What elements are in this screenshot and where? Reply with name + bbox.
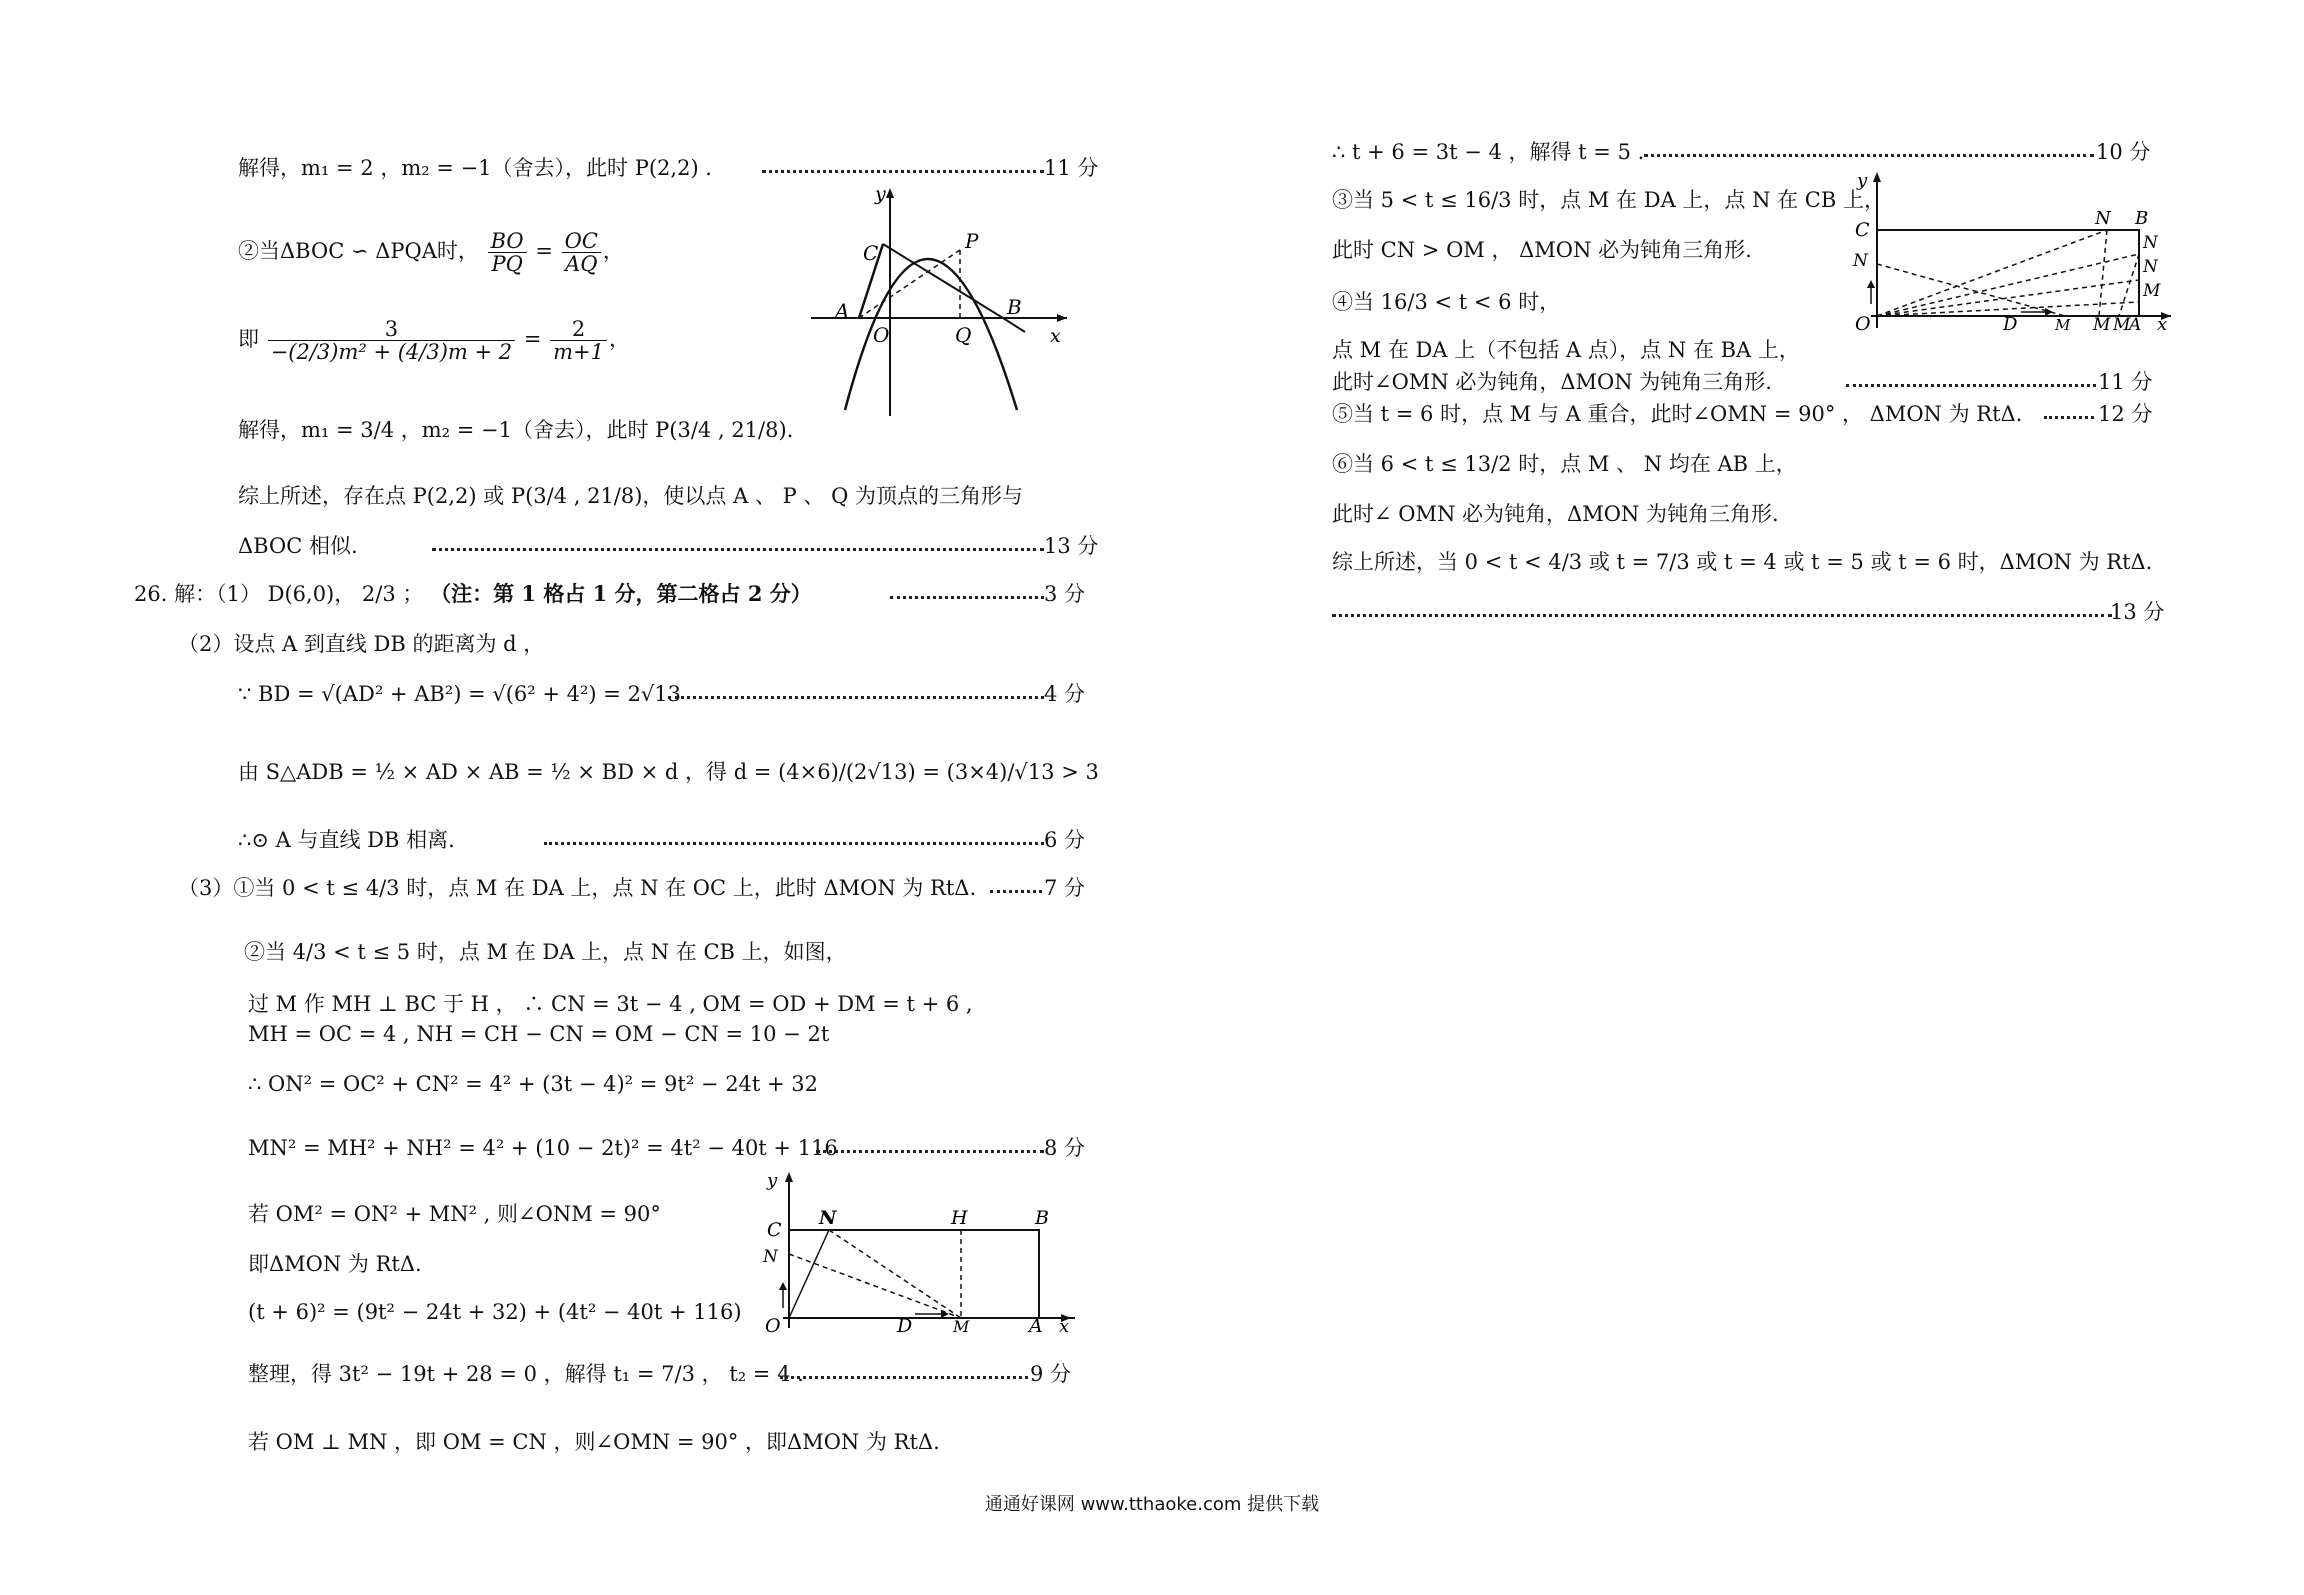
rectangle-figure-case2 bbox=[745, 1168, 1075, 1334]
score-11-right: 11 分 bbox=[2098, 370, 2153, 394]
line-case4: ④当 16/3 < t < 6 时， bbox=[1332, 290, 1561, 314]
line-part2-distance: （2）设点 A 到直线 DB 的距离为 d ， bbox=[178, 632, 545, 656]
fig1-o-label: O bbox=[873, 323, 890, 347]
line-bd-length: ∵ BD = √(AD² + AB²) = √(6² + 4²) = 2√13 bbox=[238, 682, 682, 706]
fig3-c-label: C bbox=[1855, 219, 1870, 241]
footer-credit: 通通好课网 www.tthaoke.com 提供下载 bbox=[984, 1494, 1320, 1515]
fig2-x-label: x bbox=[1059, 1316, 1070, 1334]
score-dots bbox=[544, 842, 1044, 845]
fig2-y-label: y bbox=[767, 1170, 778, 1191]
fig2-a-label: A bbox=[1029, 1315, 1043, 1334]
line-mh-nh: MH = OC = 4 , NH = CH − CN = OM − CN = 10 − 2t bbox=[248, 1022, 830, 1046]
line-solve-t: 整理，得 3t² − 19t + 28 = 0 ，解得 t₁ = 7/3 ， t₂ = 4 . bbox=[248, 1362, 804, 1386]
fig3-m-c-label: M bbox=[2113, 315, 2131, 335]
line-mn-squared: MN² = MH² + NH² = 4² + (10 − 2t)² = 4t² − 40t + 116 bbox=[248, 1136, 838, 1160]
line-case6: ⑥当 6 < t ≤ 13/2 时，点 M 、 N 均在 AB 上， bbox=[1332, 452, 1797, 476]
score-3: 3 分 bbox=[1044, 582, 1086, 606]
score-dots bbox=[432, 548, 1044, 551]
line-similar-boc-pqa: ②当ΔBOC ∽ ΔPQA时， $\frac{BO}{PQ}$ = $\frac{OC}{AQ}$ ， bbox=[238, 229, 624, 276]
fig2-d-label: D bbox=[897, 1315, 913, 1334]
score-dots bbox=[2044, 416, 2094, 419]
score-dots bbox=[780, 1376, 1028, 1379]
prefix-ji: 即 bbox=[238, 327, 259, 351]
fig1-x-label: x bbox=[1050, 325, 1061, 347]
fig1-p-label: P bbox=[965, 229, 979, 253]
fig3-n1-label: N bbox=[2143, 233, 2158, 253]
fig3-m-a-label: M bbox=[2055, 316, 2071, 334]
line-case5: ⑤当 t = 6 时，点 M 与 A 重合，此时∠OMN = 90° ， ΔMON 为 RtΔ. bbox=[1332, 402, 2023, 426]
score-7: 7 分 bbox=[1044, 876, 1086, 900]
line-on-squared: ∴ ON² = OC² + CN² = 4² + (3t − 4)² = 9t² − 24t + 32 bbox=[248, 1072, 819, 1096]
line-circle-separate: ∴⊙ A 与直线 DB 相离. bbox=[238, 828, 455, 852]
score-13: 13 分 bbox=[1044, 534, 1099, 558]
fig3-n-top-label: N bbox=[2095, 208, 2111, 229]
score-dots bbox=[990, 890, 1042, 893]
fig3-a-label: A bbox=[2129, 315, 2142, 335]
similar-condition: ②当ΔBOC ∽ ΔPQA时， bbox=[238, 239, 479, 263]
fig2-b-label: B bbox=[1035, 1207, 1049, 1229]
fig3-y-label: y bbox=[1857, 170, 1868, 191]
line-case4-location: 点 M 在 DA 上（不包括 A 点），点 N 在 BA 上， bbox=[1332, 338, 1800, 362]
line-case2: ②当 4/3 < t ≤ 5 时，点 M 在 DA 上，点 N 在 CB 上，如图， bbox=[244, 940, 847, 964]
score-dots bbox=[762, 170, 1044, 173]
line-equation-t: (t + 6)² = (9t² − 24t + 32) + (4t² − 40t + 116) bbox=[248, 1300, 742, 1324]
line-case3-obtuse: 此时 CN > OM ， ΔMON 必为钝角三角形. bbox=[1332, 238, 1752, 262]
fig3-n-side-label: N bbox=[1853, 251, 1868, 271]
line-final-conclusion: 综上所述，当 0 < t < 4/3 或 t = 7/3 或 t = 4 或 t = 5 或 t = 6 时，ΔMON 为 RtΔ. bbox=[1332, 550, 2153, 574]
line-case1: （3）①当 0 < t ≤ 4/3 时，点 M 在 DA 上，点 N 在 OC 上，此时 ΔMON 为 RtΔ. bbox=[178, 876, 977, 900]
fig3-n2-label: N bbox=[2143, 257, 2158, 277]
line-mon-right: 即ΔMON 为 RtΔ. bbox=[248, 1252, 422, 1276]
parabola-figure bbox=[805, 184, 1075, 420]
rectangle-figure-cases bbox=[1845, 168, 2175, 336]
score-4: 4 分 bbox=[1044, 682, 1086, 706]
score-dots bbox=[1846, 384, 2096, 387]
fig1-q-label: Q bbox=[955, 323, 972, 347]
line-area-distance: 由 S△ADB = ½ × AD × AB = ½ × BD × d ，得 d = (4×6)/(2√13) = (3×4)/√13 > 3 bbox=[238, 760, 1099, 784]
fig3-b-label: B bbox=[2135, 208, 2149, 229]
fig3-m-b-label: M bbox=[2093, 315, 2111, 335]
line-case6-obtuse: 此时∠ OMN 必为钝角，ΔMON 为钝角三角形. bbox=[1332, 502, 1779, 526]
line-om-squared: 若 OM² = ON² + MN² , 则∠ONM = 90° bbox=[248, 1202, 661, 1226]
line-solve-m-p34: 解得，m₁ = 3/4 ，m₂ = −1（舍去），此时 P(3/4 , 21/8). bbox=[238, 418, 794, 442]
line-solve-t5: ∴ t + 6 = 3t − 4 ，解得 t = 5 . bbox=[1332, 140, 1645, 164]
score-9: 9 分 bbox=[1030, 1362, 1072, 1386]
fig2-m-label: M bbox=[953, 1317, 970, 1334]
score-13-right: 13 分 bbox=[2110, 600, 2165, 624]
line-om-perp-mn: 若 OM ⊥ MN ，即 OM = CN ，则∠OMN = 90° ，即ΔMON 为 RtΔ. bbox=[248, 1430, 940, 1454]
fig3-o-label: O bbox=[1855, 313, 1871, 335]
score-11: 11 分 bbox=[1044, 156, 1099, 180]
line-case4-obtuse: 此时∠OMN 必为钝角，ΔMON 为钝角三角形. bbox=[1332, 370, 1772, 394]
q26-note: （注：第 1 格占 1 分，第二格占 2 分） bbox=[430, 581, 812, 606]
q26-header bbox=[134, 580, 812, 608]
score-dots bbox=[668, 696, 1044, 699]
fraction-3-over-quadratic: $\frac{3}{\text{−(2/3)m² + (4/3)m + 2}}$ bbox=[268, 318, 515, 363]
score-dots bbox=[816, 1150, 1044, 1153]
line-case3: ③当 5 < t ≤ 16/3 时，点 M 在 DA 上，点 N 在 CB 上， bbox=[1332, 188, 1885, 212]
fraction-2-over-m1: $\frac{2}{m+1}$ bbox=[550, 318, 607, 363]
score-dots bbox=[1644, 154, 2094, 157]
fig1-y-label: y bbox=[875, 184, 886, 205]
score-dots bbox=[1332, 614, 2112, 617]
line-solve-m-p22: 解得，m₁ = 2 ，m₂ = −1（舍去），此时 P(2,2) . bbox=[238, 156, 712, 180]
line-draw-mh: 过 M 作 MH ⊥ BC 于 H ， ∴ CN = 3t − 4 , OM = OD + DM = t + 6 , bbox=[248, 992, 973, 1016]
ratio-bo-pq: $\frac{BO}{PQ}$ bbox=[488, 230, 527, 275]
fig2-c-label: C bbox=[767, 1219, 782, 1241]
fig2-n-side-label: N bbox=[763, 1247, 778, 1267]
fig1-c-label: C bbox=[863, 241, 879, 265]
fig3-d-label: D bbox=[2003, 314, 2018, 335]
score-6: 6 分 bbox=[1044, 828, 1086, 852]
line-conclusion-exists: 综上所述，存在点 P(2,2) 或 P(3/4 , 21/8)，使以点 A 、 P 、 Q 为顶点的三角形与 bbox=[238, 484, 1023, 508]
ratio-oc-aq: $\frac{OC}{AQ}$ bbox=[562, 230, 601, 275]
question-number: 26. bbox=[134, 582, 168, 606]
score-8: 8 分 bbox=[1044, 1136, 1086, 1160]
fig2-h-label: H bbox=[951, 1207, 968, 1229]
fig3-x-label: x bbox=[2157, 314, 2168, 335]
fig3-m1-label: M bbox=[2143, 281, 2161, 301]
q26-answer-1: 解：（1） D(6,0)， 2/3 ； bbox=[174, 582, 424, 606]
score-12: 12 分 bbox=[2098, 402, 2153, 426]
fig1-b-label: B bbox=[1007, 295, 1022, 319]
score-10: 10 分 bbox=[2096, 140, 2151, 164]
fig2-o-label: O bbox=[765, 1315, 781, 1334]
fig1-a-label: A bbox=[835, 299, 850, 323]
line-boc-similar: ΔBOC 相似. bbox=[238, 534, 358, 558]
score-dots bbox=[890, 596, 1044, 599]
line-equation-ratio: 即 $\frac{3}{\text{−(2/3)m² + (4/3)m + 2}}$ = $\frac{2}{m+1}$ ， bbox=[238, 317, 631, 364]
fig2-n-top-label: N bbox=[819, 1207, 837, 1229]
